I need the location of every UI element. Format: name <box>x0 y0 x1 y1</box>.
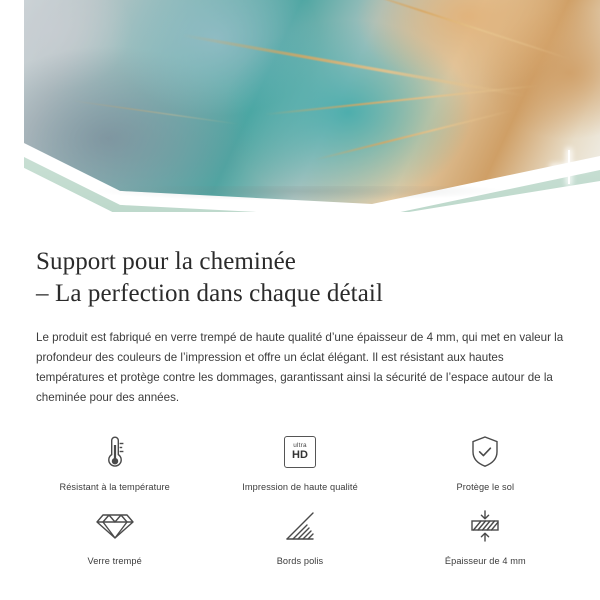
feature-item-polished-edges <box>207 504 392 566</box>
feature-label: Verre trempé <box>87 555 142 566</box>
gold-vein <box>73 101 240 126</box>
description-paragraph: Le produit est fabriqué en verre trempé de haute qualité d’une épaisseur de 4 mm, qui met en valeur la profondeur des couleurs de l’impression et offre un éclat élégant. Il est résistant aux hautes températures et protège contre les dommages, garantissant ainsi la sécurité de l’espace autour de la cheminée pour des années. <box>36 331 564 404</box>
page-title <box>36 246 564 310</box>
badge-top-text: ultra <box>293 441 307 449</box>
shield-check-icon <box>468 430 502 474</box>
feature-label: Épaisseur de 4 mm <box>444 555 526 566</box>
headline-line-1: Support pour la cheminée <box>36 248 296 275</box>
hero-image <box>0 0 600 212</box>
feature-item-print-quality <box>207 430 392 492</box>
headline-line-2: – La perfection dans chaque détail <box>36 280 383 307</box>
feature-item-thickness <box>393 504 578 566</box>
feature-item-temperature <box>22 430 207 492</box>
feature-label: Impression de haute qualité <box>242 481 358 492</box>
feature-item-floor-protection <box>393 430 578 492</box>
feature-item-tempered-glass <box>22 504 207 566</box>
polished-edges-icon <box>283 504 317 548</box>
diamond-icon <box>95 504 135 548</box>
feature-label: Bords polis <box>276 555 324 566</box>
glass-panel-marble-print <box>0 0 600 204</box>
gold-vein <box>342 0 571 60</box>
text-content <box>0 212 600 408</box>
ultra-hd-badge-icon <box>284 430 316 474</box>
gold-vein <box>265 85 540 116</box>
gold-vein <box>315 110 513 161</box>
thermometer-icon <box>100 430 130 474</box>
gold-vein <box>182 34 525 97</box>
thickness-arrows-icon <box>467 504 503 548</box>
badge-bottom-text: HD <box>292 448 308 461</box>
feature-label: Résistant à la température <box>59 481 170 492</box>
feature-grid <box>0 430 600 566</box>
feature-label: Protège le sol <box>456 481 515 492</box>
